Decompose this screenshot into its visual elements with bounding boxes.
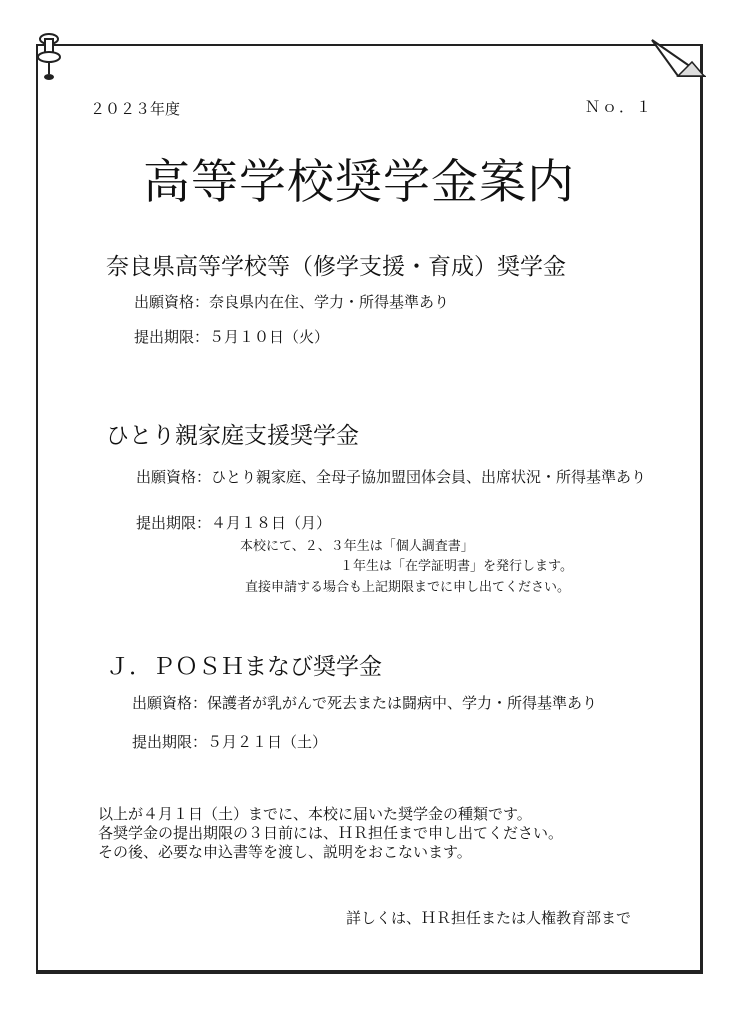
scholarship-name-nara: 奈良県高等学校等（修学支援・育成）奨学金 (106, 254, 566, 280)
contact-info: 詳しくは、ＨＲ担任または人権教育部まで (346, 909, 632, 927)
note-line: 直接申請する場合も上記期限までに申し出てください。 (245, 580, 571, 595)
document-number: Ｎｏ．１ (585, 98, 654, 116)
eligibility-single-parent: 出願資格：ひとり親家庭、全母子協加盟団体会員、出席状況・所得基準あり (136, 468, 647, 486)
scholarship-name-single-parent: ひとり親家庭支援奨学金 (106, 423, 359, 449)
deadline-jposh: 提出期限：５月２１日（土） (132, 733, 328, 751)
note-line: 本校にて、２、３年生は「個人調査書」 (240, 539, 474, 554)
eligibility-jposh: 出願資格：保護者が乳がんで死去または闘病中、学力・所得基準あり (132, 694, 598, 712)
scholarship-name-jposh: Ｊ．ＰＯＳＨまなび奨学金 (106, 654, 382, 680)
page-curl-icon (648, 36, 706, 82)
eligibility-nara: 出願資格：奈良県内在住、学力・所得基準あり (134, 293, 450, 311)
deadline-nara: 提出期限：５月１０日（火） (134, 328, 330, 346)
pushpin-icon (36, 30, 62, 84)
note-line: １年生は「在学証明書」を発行します。 (340, 559, 573, 574)
page-title: 高等学校奨学金案内 (143, 155, 575, 210)
footer-line: その後、必要な申込書等を渡し、説明をおこないます。 (98, 843, 472, 861)
footer-line: 各奨学金の提出期限の３日前には、ＨＲ担任まで申し出てください。 (98, 824, 564, 842)
footer-line: 以上が４月１日（土）までに、本校に届いた奨学金の種類です。 (98, 805, 532, 823)
fiscal-year: ２０２３年度 (90, 100, 181, 118)
deadline-single-parent: 提出期限：４月１８日（月） (136, 514, 332, 532)
